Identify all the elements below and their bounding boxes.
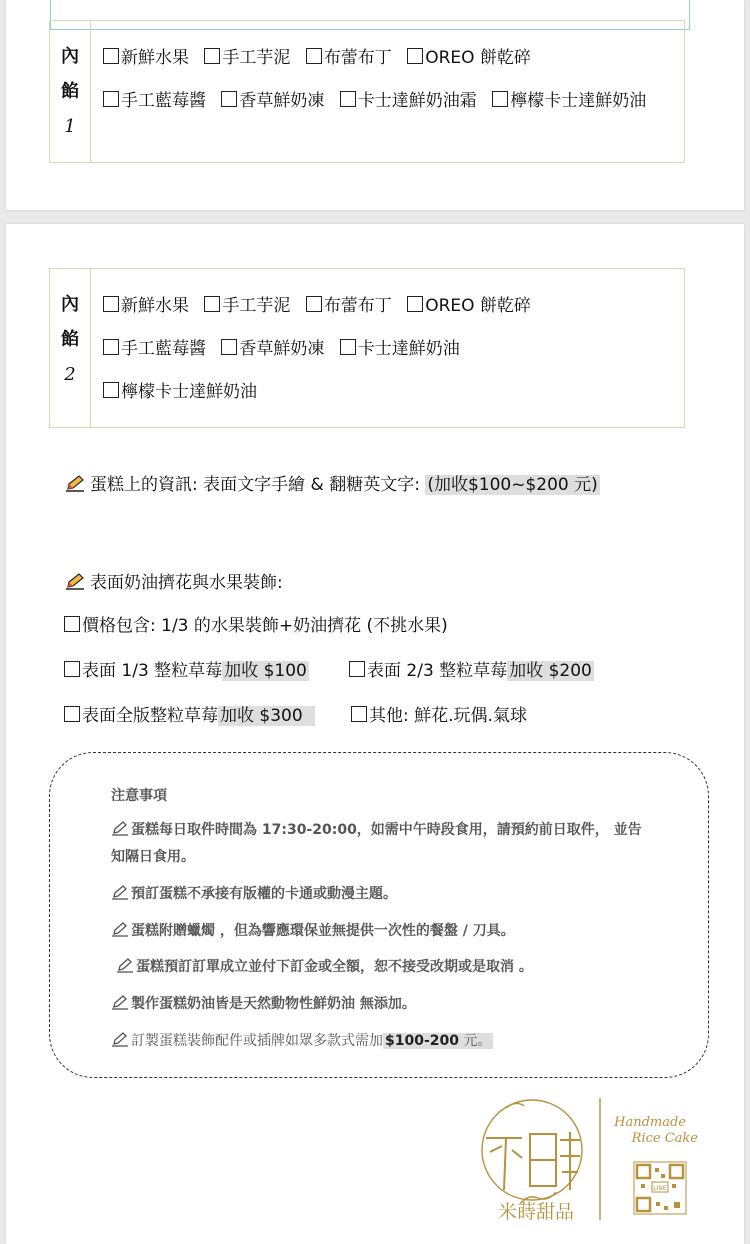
filling-option[interactable]: 檸檬卡士達鮮奶油 [492,91,646,111]
checkbox[interactable] [340,339,356,355]
note-item: 蛋糕附贈蠟燭 ，但為響應環保並無提供一次性的餐盤 / 刀具。 [111,918,651,945]
price-highlight: $100-200 元。 [385,1033,492,1049]
pencil-icon [111,884,129,900]
price-highlight: 加收 $100 [224,661,307,681]
filling-2-row-2 [103,328,541,371]
price-highlight: 加收 $300 [218,706,315,726]
checkbox[interactable] [351,706,367,722]
pencil-icon [111,820,129,836]
filling-option[interactable]: 香草鮮奶凍 [221,339,324,359]
checkbox[interactable] [64,706,80,722]
filling-option[interactable]: 卡士達鮮奶油霜 [340,91,477,111]
notes-title: 注意事項 [111,788,167,804]
qr-code-icon[interactable] [634,1162,686,1214]
decoration-option-full[interactable]: 表面全版整粒草莓 加收 $300 [64,701,315,726]
filling-option[interactable]: 手工芋泥 [204,296,290,316]
filling-option[interactable]: OREO 餅乾碎 [407,48,531,68]
filling-2-label [50,269,91,427]
pencil-icon [64,473,86,493]
brand-name-cn: 米蒔甜品 [497,1201,575,1223]
filling-label-char: 內 [61,46,79,67]
notes-box [49,752,709,1078]
checkbox[interactable] [204,48,220,64]
filling-option[interactable]: 布蕾布丁 [306,296,392,316]
checkbox[interactable] [103,48,119,64]
filling-option[interactable]: OREO 餅乾碎 [407,296,531,316]
note-item: 蛋糕每日取件時間為 17:30-20:00，如需中午時段食用，請預約前日取件， 並告知隔日食用。 [111,822,642,865]
note-item: 預訂蛋糕不承接有版權的卡通或動漫主題。 [111,881,651,908]
brand-handmade: Handmade [614,1115,686,1130]
decoration-title: 表面奶油擠花與水果裝飾: [64,568,283,593]
pencil-icon [116,957,134,973]
qr-line-label: LINE [653,1185,667,1192]
filling-1-row-2 [103,80,656,123]
checkbox[interactable] [103,339,119,355]
checkbox[interactable] [204,296,220,312]
checkbox[interactable] [221,339,237,355]
filling-2-row-1 [103,285,541,328]
page-1 [6,0,744,210]
checkbox[interactable] [103,382,119,398]
checkbox[interactable] [306,48,322,64]
filling-option[interactable]: 手工藍莓醬 [103,91,206,111]
checkbox[interactable] [64,661,80,677]
filling-option[interactable]: 手工芋泥 [204,48,290,68]
note-item: 訂製蛋糕裝飾配件或插牌如眾多款式需加 $100-200 元。 [111,1028,651,1055]
filling-1-label [50,21,91,162]
pencil-icon [111,994,129,1010]
filling-label-number: 1 [64,116,76,137]
filling-option[interactable]: 卡士達鮮奶油 [340,339,460,359]
cake-info-text: 蛋糕上的資訊: 表面文字手繪 & 翻糖英文字: [90,475,420,495]
filling-label-char: 內 [61,294,79,315]
filling-option[interactable]: 新鮮水果 [103,296,189,316]
pencil-icon [111,921,129,937]
checkbox[interactable] [306,296,322,312]
page-2 [6,224,744,1244]
checkbox[interactable] [407,48,423,64]
filling-option[interactable]: 手工藍莓醬 [103,339,206,359]
checkbox[interactable] [492,91,508,107]
filling-2-row-3 [103,371,541,414]
cake-info-price: (加收$100~$200 元) [427,475,598,495]
filling-option[interactable]: 檸檬卡士達鮮奶油 [103,382,257,402]
filling-option[interactable]: 布蕾布丁 [306,48,392,68]
note-item: 製作蛋糕奶油皆是天然動物性鮮奶油 無添加。 [111,991,651,1018]
checkbox[interactable] [349,661,365,677]
brand-logo [476,1094,706,1224]
filling-2-table [49,268,685,428]
brand-rice-cake: Rice Cake [631,1131,698,1146]
checkbox[interactable] [103,296,119,312]
filling-label-number: 2 [64,364,76,385]
cake-info-line [64,470,600,495]
decoration-included: 價格包含: 1/3 的水果裝飾+奶油擠花 (不挑水果) [64,611,448,636]
filling-option[interactable]: 新鮮水果 [103,48,189,68]
decoration-option-third[interactable]: 表面 1/3 整粒草莓 加收 $100 [64,656,309,681]
checkbox[interactable] [64,616,80,632]
pencil-icon [64,571,86,591]
filling-option[interactable]: 香草鮮奶凍 [221,91,324,111]
filling-label-char: 餡 [61,329,79,350]
filling-label-char: 餡 [61,81,79,102]
note-item: 蛋糕預訂訂單成立並付下訂金或全額，恕不接受改期或是取消 。 [116,954,656,981]
checkbox[interactable] [407,296,423,312]
filling-1-row-1 [103,37,656,80]
checkbox[interactable] [221,91,237,107]
decoration-option-two-third[interactable]: 表面 2/3 整粒草莓 加收 $200 [349,656,594,681]
checkbox[interactable] [103,91,119,107]
checkbox[interactable] [340,91,356,107]
decoration-option-other[interactable]: 其他: 鮮花.玩偶.氣球 [351,701,527,726]
pencil-icon [111,1031,129,1047]
filling-1-table [49,20,685,163]
price-highlight: 加收 $200 [509,661,592,681]
